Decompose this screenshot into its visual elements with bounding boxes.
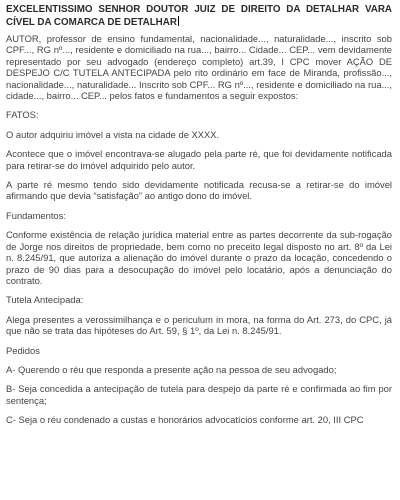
pedido-b: B- Seja concedida a antecipação de tutela para despejo da parte ré e confirmada ao fim por sentença;	[6, 383, 392, 406]
fundamentos-heading: Fundamentos:	[6, 209, 66, 221]
document-body	[6, 4, 392, 426]
pedido-c: C- Seja o réu condenado a custas e honorários advocatícios conforme art. 20, III CPC	[6, 414, 364, 426]
tutela-heading: Tutela Antecipada:	[6, 294, 84, 306]
fundamentos-paragraph: Conforme existência de relação jurídica material entre as partes decorrente da sub-rogação de Jorge nos direitos de propriedade, bem como no preceito legal disposto no art. 8º da Lei n. 8.245/91, que autoriza a alienação do imóvel durante o prazo da locação, concedendo o prazo de 90 dias para a desocupação do imóvel pelo locatário, após a denunciação do contrato.	[6, 229, 392, 286]
text-cursor	[178, 16, 179, 26]
pedidos-heading: Pedidos	[6, 344, 40, 356]
tutela-paragraph: Alega presentes a verossimilhança e o periculum in mora, na forma do Art. 273, do CPC, já que não se trata das hipóteses do Art. 59, § 1º, da Lei n. 8.245/91.	[6, 313, 392, 337]
pedido-a: A- Querendo o réu que responda a presente ação na pessoa de seu advogado;	[6, 363, 337, 375]
fatos-paragraph-3: A parte ré mesmo tendo sido devidamente notificada recusa-se a retirar-se do imóvel afirmando que devia “satisfação” ao antigo dono do imóvel.	[6, 179, 392, 202]
document-title	[6, 4, 392, 29]
intro-paragraph: AUTOR, professor de ensino fundamental, nacionalidade..., naturalidade..., inscrito sob CPF..., RG nº..., residente e domiciliado na rua..., bairro... Cidade... CEP... vem devidamente representado por seu advogado (endereço completo) art.39, I CPC mover AÇÃO DE DESPEJO C/C TUTELA ANTECIPADA pelo rito ordinário em face de Miranda, profissão..., nacionalidade..., naturalidade... Inscrito sob CPF... RG nº..., residente e domiciliado na rua..., cidade..., bairro... CEP... pelos fatos e fundamentos a seguir expostos:	[6, 33, 392, 102]
document-title-text: EXCELENTISSIMO SENHOR DOUTOR JUIZ DE DIREITO DA DETALHAR VARA CÍVEL DA COMARCA DE DETALHAR	[6, 4, 392, 28]
fatos-paragraph-2: Acontece que o imóvel encontrava-se alugado pela parte ré, que foi devidamente notificada para retirar-se do imóvel adquirido pelo autor.	[6, 148, 392, 171]
fatos-heading: FATOS:	[6, 109, 39, 121]
fatos-paragraph-1: O autor adquiriu imóvel a vista na cidade de XXXX.	[6, 128, 220, 140]
